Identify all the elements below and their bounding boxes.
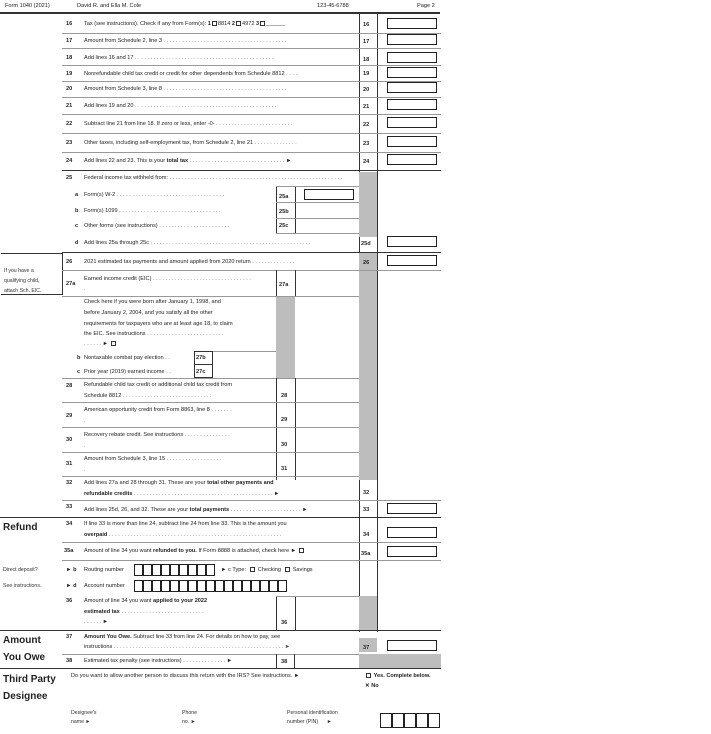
page-number: Page 2 — [417, 3, 435, 9]
line-33-text: Add lines 25d, 26, and 32. These are your total payments . . . . . . . . . . . . . . . . . . . . . . . ► — [84, 507, 308, 513]
line-26-number: 26 — [66, 259, 73, 265]
line-37-number: 37 — [66, 634, 73, 640]
line-34-box-number: 34 — [363, 532, 370, 538]
line-25b-box-number: 25b — [279, 209, 289, 215]
eic-check-arrow: . . . . . . ► — [84, 341, 117, 348]
designee-label: Designee — [3, 691, 48, 702]
line-36-text: Amount of line 34 you want applied to your 2022 — [84, 598, 208, 604]
ssn: 123-45-6788 — [317, 3, 349, 9]
line-35b-text: Routing number — [84, 567, 124, 573]
line-27b-box-number: 27b — [196, 355, 206, 361]
line-25a-amount-field[interactable] — [304, 189, 354, 200]
line-31-text: Amount from Schedule 3, line 15 . . . . . . . . . . . . . . . . . . — [84, 456, 222, 462]
line-16-text: Tax (see instructions). Check if any from Form(s): 1 8814 2 4972 3 ______ — [84, 21, 285, 27]
line-27c-text: Prior year (2019) earned income . . — [84, 369, 171, 375]
line-20-box-number: 20 — [363, 87, 370, 93]
line-36-number: 36 — [66, 598, 73, 604]
line-25b-text: Form(s) 1099 . . . . . . . . . . . . . . . . . . . . . . . . . . . . . . . . . — [84, 208, 221, 214]
designee-no-checked-icon[interactable]: ✕ — [365, 683, 370, 689]
line-23-number: 23 — [66, 140, 73, 146]
line-37-amount-field[interactable] — [387, 640, 437, 651]
line-21-text: Add lines 19 and 20 . . . . . . . . . . . . . . . . . . . . . . . . . . . . . . . . . . . . . . . . . . . . . . — [84, 103, 277, 109]
taxpayer-names: David R. and Ella M. Cole — [77, 3, 142, 9]
line-26-text: 2021 estimated tax payments and amount applied from 2020 return . . . . . . . . . . . . . . — [84, 259, 295, 265]
third-party-label: Third Party — [3, 674, 56, 685]
line-35d-text: Account number — [84, 583, 125, 589]
eic-check-line-2: before January 2, 2004, and you satisfy all the other — [84, 310, 213, 316]
line-17-amount-field[interactable] — [387, 34, 437, 45]
form-8814-checkbox[interactable] — [212, 21, 217, 26]
line-22-number: 22 — [66, 121, 73, 127]
line-18-text: Add lines 16 and 17 . . . . . . . . . . . . . . . . . . . . . . . . . . . . . . . . . . . . . . . . . . . . . — [84, 55, 274, 61]
designee-phone-label-2: no. ► — [182, 719, 196, 725]
line-18-number: 18 — [66, 55, 73, 61]
form-8888-checkbox[interactable] — [299, 548, 304, 553]
line-31-box-number: 31 — [281, 466, 288, 472]
you-owe-label: You Owe — [3, 652, 46, 663]
line-25a-text: Form(s) W-2 . . . . . . . . . . . . . . . . . . . . . . . . . . . . . . . . . . . — [84, 192, 225, 198]
line-32-box-number: 32 — [363, 490, 370, 496]
designee-name-label-2: name ► — [71, 719, 91, 725]
line-22-amount-field[interactable] — [387, 117, 437, 128]
eic-check-line-4: the EIC. See instructions . . . . . . . . . . . . . . . . . . . . . . . . . — [84, 331, 224, 337]
line-37-text: Amount You Owe. Subtract line 33 from line 24. For details on how to pay, see — [84, 634, 281, 640]
line-35a-text: Amount of line 34 you want refunded to you. If Form 8888 is attached, check here ► — [84, 548, 305, 555]
line-27c-letter: c — [77, 369, 81, 375]
line-18-box-number: 18 — [363, 57, 370, 63]
line-36-text-2: estimated tax . . . . . . . . . . . . . . . . . . . . . . . . . . . — [84, 609, 204, 615]
line-36-box-number: 36 — [281, 620, 288, 626]
line-number-column-right-rule — [377, 12, 378, 632]
designee-no: ✕ No — [365, 683, 379, 689]
designee-question: Do you want to allow another person to discuss this return with the IRS? See instructions. ► — [71, 673, 300, 679]
designee-pin-label-2: number (PIN) ► — [287, 719, 332, 725]
line-34-amount-field[interactable] — [387, 527, 437, 538]
line-23-amount-field[interactable] — [387, 136, 437, 147]
savings-checkbox[interactable] — [285, 567, 290, 572]
line-30-text: Recovery rebate credit. See instructions . . . . . . . . . . . . . . . — [84, 432, 230, 438]
line-27a-box-number: 27a — [279, 282, 289, 288]
form-name: Form 1040 (2021) — [5, 3, 50, 9]
line-19-text: Nonrefundable child tax credit or credit for other dependents from Schedule 8812 . . . . — [84, 71, 298, 77]
line-26-amount-field[interactable] — [387, 255, 437, 266]
child-note-line-1: If you have a — [4, 268, 34, 274]
line-25d-box-number: 25d — [361, 241, 371, 247]
line-21-amount-field[interactable] — [387, 99, 437, 110]
line-37-box-number: 37 — [363, 645, 370, 651]
line-25d-text: Add lines 25a through 25c . . . . . . . . . . . . . . . . . . . . . . . . . . . . . . . . . . . . . . . . . . . . . . . . . . . . — [84, 240, 311, 246]
line-17-text: Amount from Schedule 2, line 3 . . . . . . . . . . . . . . . . . . . . . . . . . . . . . . . . . . . . . . . . — [84, 38, 287, 44]
line-21-box-number: 21 — [363, 104, 370, 110]
line-35a-amount-field[interactable] — [387, 546, 437, 557]
line-17-number: 17 — [66, 38, 73, 44]
line-19-box-number: 19 — [363, 71, 370, 77]
line-25d-letter: d — [75, 240, 79, 246]
line-35a-number: 35a — [64, 548, 74, 554]
line-16-box-number: 16 — [363, 22, 370, 28]
line-25d-amount-field[interactable] — [387, 236, 437, 247]
line-23-text: Other taxes, including self-employment tax, from Schedule 2, line 21 . . . . . . . . . . . . . . — [84, 140, 297, 146]
line-27c-box-number: 27c — [196, 369, 206, 375]
line-35b-letter: ► b — [66, 567, 77, 573]
line-34-text: If line 33 is more than line 24, subtract line 24 from line 33. This is the amount you — [84, 521, 287, 527]
eic-check-line-3: requirements for taxpayers who are at least age 18, to claim — [84, 321, 233, 327]
line-32-text-2: refundable credits . . . . . . . . . . . . . . . . . . . . . . . . . . . . . . . . . . . . . . . . . . . . . ► — [84, 491, 280, 497]
other-form-checkbox[interactable] — [260, 21, 265, 26]
line-38-text: Estimated tax penalty (see instructions) . . . . . . . . . . . . . . ► — [84, 658, 233, 664]
line-27a-number: 27a — [66, 281, 76, 287]
line-25c-text: Other forms (see instructions) . . . . . . . . . . . . . . . . . . . . . . . — [84, 223, 230, 229]
checking-checkbox[interactable] — [250, 567, 255, 572]
line-29-text: American opportunity credit from Form 8863, line 8 . . . . . . . — [84, 407, 232, 413]
line-31-number: 31 — [66, 461, 73, 467]
line-35a-box-number: 35a — [361, 551, 371, 557]
line-32-number: 32 — [66, 480, 73, 486]
line-19-amount-field[interactable] — [387, 67, 437, 78]
designee-yes-checkbox[interactable] — [366, 673, 371, 678]
see-instructions-label: See instructions. — [3, 583, 42, 589]
line-25a-box-number: 25a — [279, 194, 289, 200]
line-30-box-number: 30 — [281, 442, 288, 448]
line-28-number: 28 — [66, 383, 73, 389]
designee-yes: Yes. Complete below. — [365, 673, 431, 680]
designee-phone-label-1: Phone — [182, 710, 198, 716]
eic-checkbox[interactable] — [111, 341, 116, 346]
line-16-amount-field[interactable] — [387, 18, 437, 29]
line-25c-letter: c — [75, 223, 79, 229]
line-33-number: 33 — [66, 504, 73, 510]
line-37-text-2: instructions . . . . . . . . . . . . . . . . . . . . . . . . . . . . . . . . . . . . . . . . . . . . . . . . . . . . . . . ► — [84, 644, 291, 650]
line-24-amount-field[interactable] — [387, 154, 437, 165]
line-18-amount-field[interactable] — [387, 52, 437, 63]
line-30-number: 30 — [66, 437, 73, 443]
line-32-text-1: Add lines 27a and 28 through 31. These are your total other payments and — [84, 480, 274, 486]
child-note-line-2: qualifying child, — [4, 278, 40, 284]
line-34-text-2: overpaid . . . . . . . . . . . . . . . . . . . . . . . . . . . . . . . . . . . . . . . . . . . . . . . . . . . . . . . . — [84, 532, 282, 538]
amount-label: Amount — [3, 635, 41, 646]
line-29-box-number: 29 — [281, 417, 288, 423]
designee-name-label-1: Designee's — [71, 710, 97, 716]
line-25-number: 25 — [66, 175, 73, 181]
line-28-text-1: Refundable child tax credit or additional child tax credit from — [84, 382, 232, 388]
line-33-box-number: 33 — [363, 507, 370, 513]
line-25-text: Federal income tax withheld from: . . . . . . . . . . . . . . . . . . . . . . . . . . . . . . . . . . . . . . . . . . . . . . . . . . . . . . . . — [84, 175, 343, 181]
form-4972-checkbox[interactable] — [236, 21, 241, 26]
line-20-number: 20 — [66, 86, 73, 92]
eic-check-line-1: Check here if you were born after January 1, 1998, and — [84, 299, 221, 305]
line-25b-letter: b — [75, 208, 79, 214]
line-27a-text: Earned income credit (EIC) . . . . . . . . . . . . . . . . . . . . . . . . . . . . . . . . — [84, 276, 251, 282]
line-34-number: 34 — [66, 521, 73, 527]
line-35d-letter: ► d — [66, 583, 77, 589]
line-33-amount-field[interactable] — [387, 503, 437, 514]
refund-label: Refund — [3, 522, 38, 533]
line-16-number: 16 — [66, 21, 73, 27]
line-22-box-number: 22 — [363, 122, 370, 128]
line-27b-letter: b — [77, 355, 81, 361]
line-20-text: Amount from Schedule 3, line 8 . . . . . . . . . . . . . . . . . . . . . . . . . . . . . . . . . . . . . . . . — [84, 86, 287, 92]
line-38-number: 38 — [66, 658, 73, 664]
line-21-number: 21 — [66, 103, 73, 109]
line-19-number: 19 — [66, 71, 73, 77]
line-25a-letter: a — [75, 192, 79, 198]
line-20-amount-field[interactable] — [387, 82, 437, 93]
line-27b-text: Nontaxable combat pay election . . — [84, 355, 170, 361]
line-28-text-2: Schedule 8812 . . . . . . . . . . . . . . . . . . . . . . . . . . . . . — [84, 393, 212, 399]
account-type: ► c Type: Checking Savings — [221, 567, 313, 573]
child-note-line-3: attach Sch. EIC. — [4, 288, 42, 294]
designee-pin-label-1: Personal identification — [287, 710, 338, 716]
line-23-box-number: 23 — [363, 141, 370, 147]
line-24-number: 24 — [66, 158, 73, 164]
line-17-box-number: 17 — [363, 39, 370, 45]
line-29-number: 29 — [66, 413, 73, 419]
line-24-text: Add lines 22 and 23. This is your total tax . . . . . . . . . . . . . . . . . . . . . . . . . . . . . . . ► — [84, 158, 292, 164]
line-26-box-number: 26 — [363, 260, 370, 266]
direct-deposit-label: Direct deposit? — [3, 567, 38, 573]
line-25c-box-number: 25c — [279, 223, 289, 229]
line-22-text: Subtract line 21 from line 18. If zero or less, enter -0- . . . . . . . . . . . . . . . . . . . . . . . . . — [84, 121, 293, 127]
line-38-box-number: 38 — [281, 659, 288, 665]
line-24-box-number: 24 — [363, 159, 370, 165]
line-28-box-number: 28 — [281, 393, 288, 399]
